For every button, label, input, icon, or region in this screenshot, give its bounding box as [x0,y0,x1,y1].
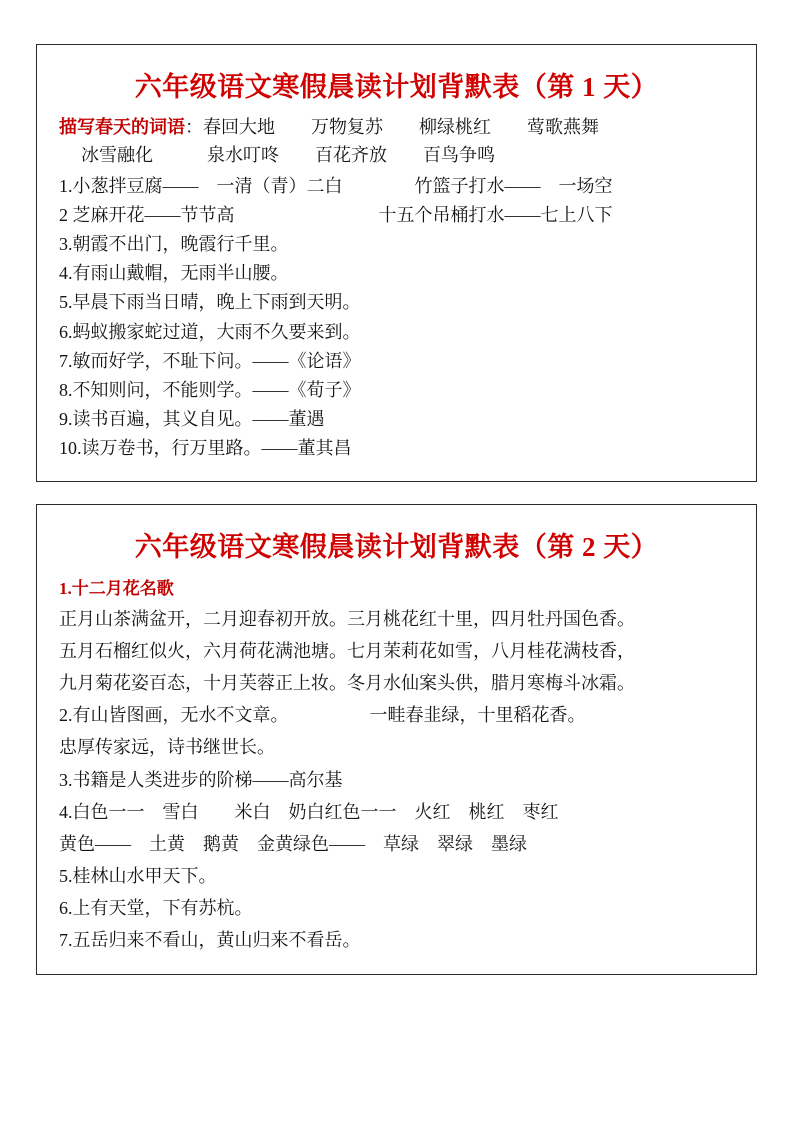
day-1-title: 六年级语文寒假晨读计划背默表（第 1 天） [134,72,659,102]
day-1-line: 8.不知则问，不能则学。——《荀子》 [59,379,361,400]
day-1-line: 1.小葱拌豆腐—— 一清（青）二白 竹篮子打水—— 一场空 [59,175,613,196]
day-2-line: 九月菊花姿百态，十月芙蓉正上妆。冬月水仙案头供，腊月寒梅斗冰霜。 [59,673,635,694]
day-2-lines [59,603,734,955]
day-1-line: 7.敏而好学，不耻下问。——《论语》 [59,350,361,371]
day-2-subheading: 1.十二月花名歌 [59,579,174,599]
day-1-lines [59,172,734,464]
day-2-line: 2.有山皆图画，无水不文章。 一畦春韭绿，十里稻花香。 [59,705,586,726]
day-2-line: 4.白色一一 雪白 米白 奶白红色一一 火红 桃红 枣红 [59,801,559,822]
day-1-line: 9.读书百遍，其义自见。——董遇 [59,409,325,430]
day-2-title: 六年级语文寒假晨读计划背默表（第 2 天） [134,532,659,563]
day-2-line: 7.五岳归来不看山，黄山归来不看岳。 [59,929,361,950]
day-1-lead-text: ：春回大地 万物复苏 柳绿桃红 莺歌燕舞 [185,117,599,137]
day-1-line: 6.蚂蚁搬家蛇过道，大雨不久要来到。 [59,321,361,342]
day-2-line: 忠厚传家远，诗书继世长。 [59,737,275,758]
day-1-lead-second: 冰雪融化 泉水叮咚 百花齐放 百鸟争鸣 [81,144,495,165]
day-1-line: 4.有雨山戴帽，无雨半山腰。 [59,263,289,284]
day-1-line: 2 芝麻开花——节节高 十五个吊桶打水——七上八下 [59,204,613,225]
day-1-line: 5.早晨下雨当日晴，晚上下雨到天明。 [59,292,361,313]
day-1-line: 3.朝霞不出门，晚霞行千里。 [59,234,289,255]
day-2-line: 6.上有天堂，下有苏杭。 [59,897,253,918]
day-1-card [36,44,757,482]
day-2-line: 3.书籍是人类进步的阶梯——高尔基 [59,769,343,790]
day-2-line: 五月石榴红似火，六月荷花满池塘。七月茉莉花如雪，八月桂花满枝香， [59,641,635,662]
day-2-line: 正月山茶满盆开，二月迎春初开放。三月桃花红十里，四月牡丹国色香。 [59,609,635,630]
day-2-card [36,504,757,974]
day-1-lead-label: 描写春天的词语 [59,117,185,137]
day-1-line: 10.读万卷书，行万里路。——董其昌 [59,438,352,459]
day-2-line: 黄色—— 土黄 鹅黄 金黄绿色—— 草绿 翠绿 墨绿 [59,833,527,854]
day-2-line: 5.桂林山水甲天下。 [59,865,217,886]
day-1-lead-line [59,114,734,142]
